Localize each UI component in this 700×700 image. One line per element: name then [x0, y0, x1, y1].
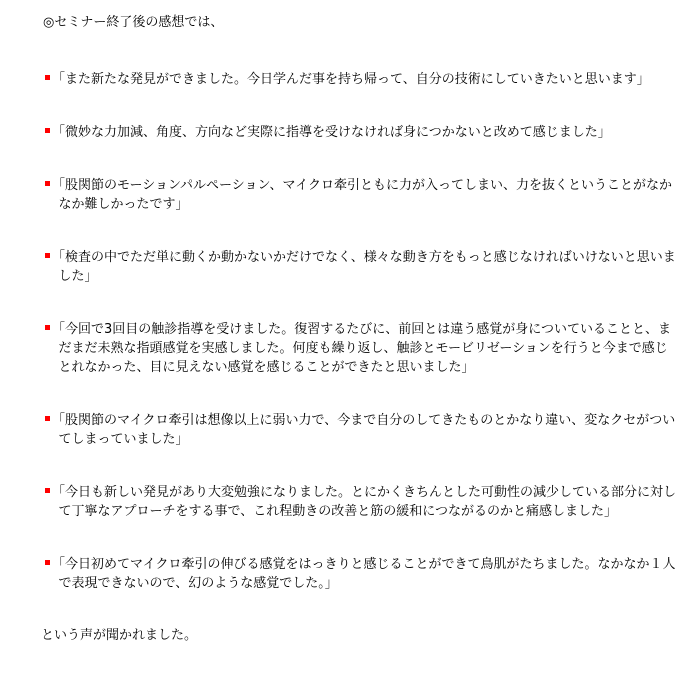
comment-item	[41, 555, 680, 593]
comment-item	[41, 176, 680, 214]
comment-item	[41, 483, 680, 521]
comment-text: 「また新たな発見ができました。今日学んだ事を持ち帰って、自分の技術にしていきたいと思います」	[52, 72, 650, 87]
bullet-icon	[45, 75, 50, 80]
comment-item	[41, 70, 680, 89]
comment-text: 「股関節のマイクロ牽引は想像以上に弱い力で、今まで自分のしてきたものとかなり違い、変なクセがついてしまっていました」	[52, 413, 676, 447]
comment-item	[41, 320, 680, 377]
comment-text: 「今日初めてマイクロ牽引の伸びる感覚をはっきりと感じることができて鳥肌がたちました。なかなか１人で表現できないので、幻のような感覚でした。」	[52, 557, 676, 591]
comment-item	[41, 123, 680, 142]
comment-text: 「微妙な力加減、角度、方向など実際に指導を受けなければ身につかないと改めて感じました」	[52, 125, 611, 140]
comment-text: 「股関節のモーションパルペーション、マイクロ牽引ともに力が入ってしまい、力を抜くということがなかなか難しかったです」	[52, 178, 672, 212]
heading: ◎セミナー終了後の感想では、	[43, 15, 224, 30]
bullet-icon	[45, 128, 50, 133]
bullet-icon	[45, 416, 50, 421]
bullet-icon	[45, 488, 50, 493]
comment-item	[41, 248, 680, 286]
bullet-icon	[45, 253, 50, 258]
closing-text: という声が聞かれました。	[41, 628, 198, 643]
bullet-icon	[45, 325, 50, 330]
comment-item	[41, 411, 680, 449]
bullet-icon	[45, 181, 50, 186]
comment-text: 「今日も新しい発見があり大変勉強になりました。とにかくきちんとした可動性の減少している部分に対して丁寧なアプローチをする事で、これ程動きの改善と筋の緩和につながるのかと痛感しました」	[52, 485, 677, 519]
bullet-icon	[45, 560, 50, 565]
comment-text: 「検査の中でただ単に動くか動かないかだけでなく、様々な動き方をもっと感じなければいけないと思いました」	[52, 250, 676, 284]
comment-text: 「今回で3回目の触診指導を受けました。復習するたびに、前回とは違う感覚が身についていることと、まだまだ未熟な指頭感覚を実感しました。何度も繰り返し、触診とモービリゼーションを行うと今まで感じとれなかった、目に見えない感覚を感じることができたと思いました」	[52, 322, 672, 375]
